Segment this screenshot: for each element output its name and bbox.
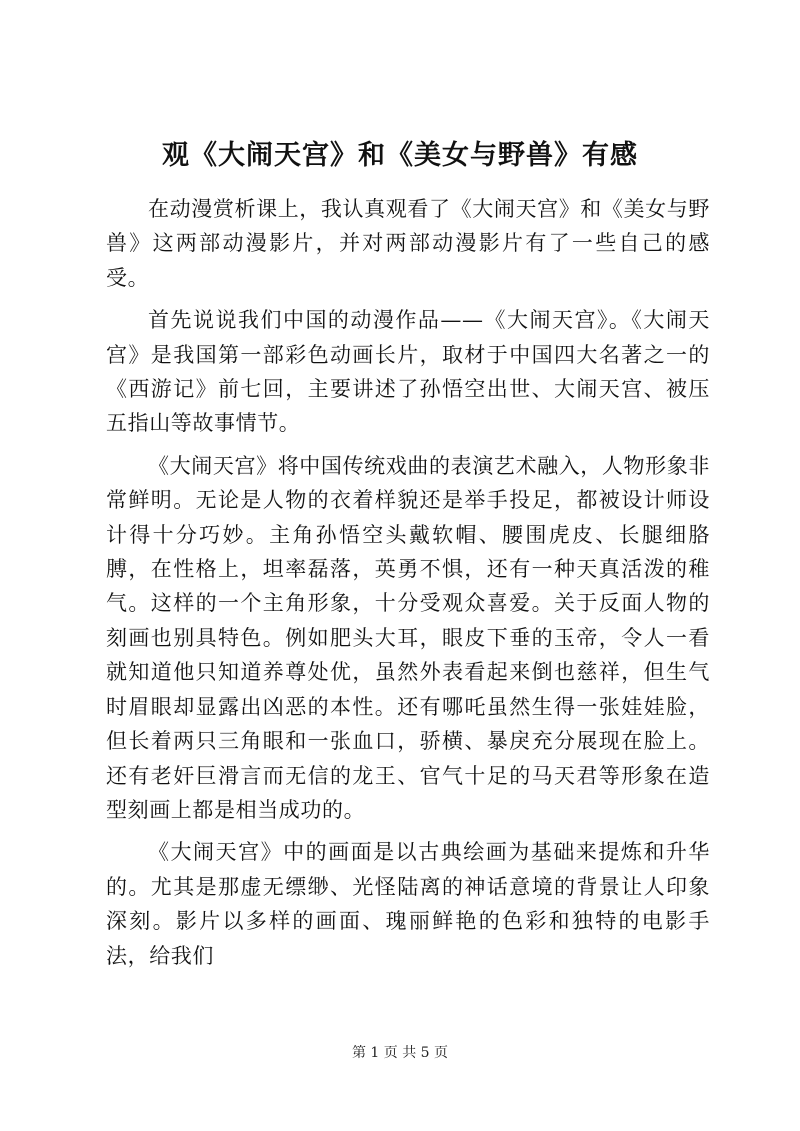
paragraph-overview: 首先说说我们中国的动漫作品——《大闹天宫》。《大闹天宫》是我国第一部彩色动画长片，取材于中国四大名著之一的《西游记》前七回，主要讲述了孙悟空出世、大闹天宫、被压五指山等故事情节。 — [106, 308, 710, 436]
page-number-footer: 第 1 页 共 5 页 — [351, 1045, 449, 1061]
document-body — [106, 192, 710, 973]
paragraph-characters: 《大闹天宫》将中国传统戏曲的表演艺术融入，人物形象非常鲜明。无论是人物的衣着样貌还是举手投足，都被设计师设计得十分巧妙。主角孙悟空头戴软帽、腰围虎皮、长腿细胳膊，在性格上，坦率磊落，英勇不惧，还有一种天真活泼的稚气。这样的一个主角形象，十分受观众喜爱。关于反面人物的刻画也别具特色。例如肥头大耳，眼皮下垂的玉帝，令人一看就知道他只知道养尊处优，虽然外表看起来倒也慈祥，但生气时眉眼却显露出凶恶的本性。还有哪吒虽然生得一张娃娃脸，但长着两只三角眼和一张血口，骄横、暴戾充分展现在脸上。还有老奸巨滑言而无信的龙王、官气十足的马天君等形象在造型刻画上都是相当成功的。 — [106, 453, 710, 822]
paragraph-visuals: 《大闹天宫》中的画面是以古典绘画为基础来提炼和升华的。尤其是那虚无缥缈、光怪陆离的神话意境的背景让人印象深刻。影片以多样的画面、瑰丽鲜艳的色彩和独特的电影手法，给我们 — [106, 840, 710, 968]
paragraph-intro: 在动漫赏析课上，我认真观看了《大闹天宫》和《美女与野兽》这两部动漫影片，并对两部动漫影片有了一些自己的感受。 — [106, 197, 710, 290]
document-title: 观《大闹天宫》和《美女与野兽》有感 — [162, 140, 638, 171]
